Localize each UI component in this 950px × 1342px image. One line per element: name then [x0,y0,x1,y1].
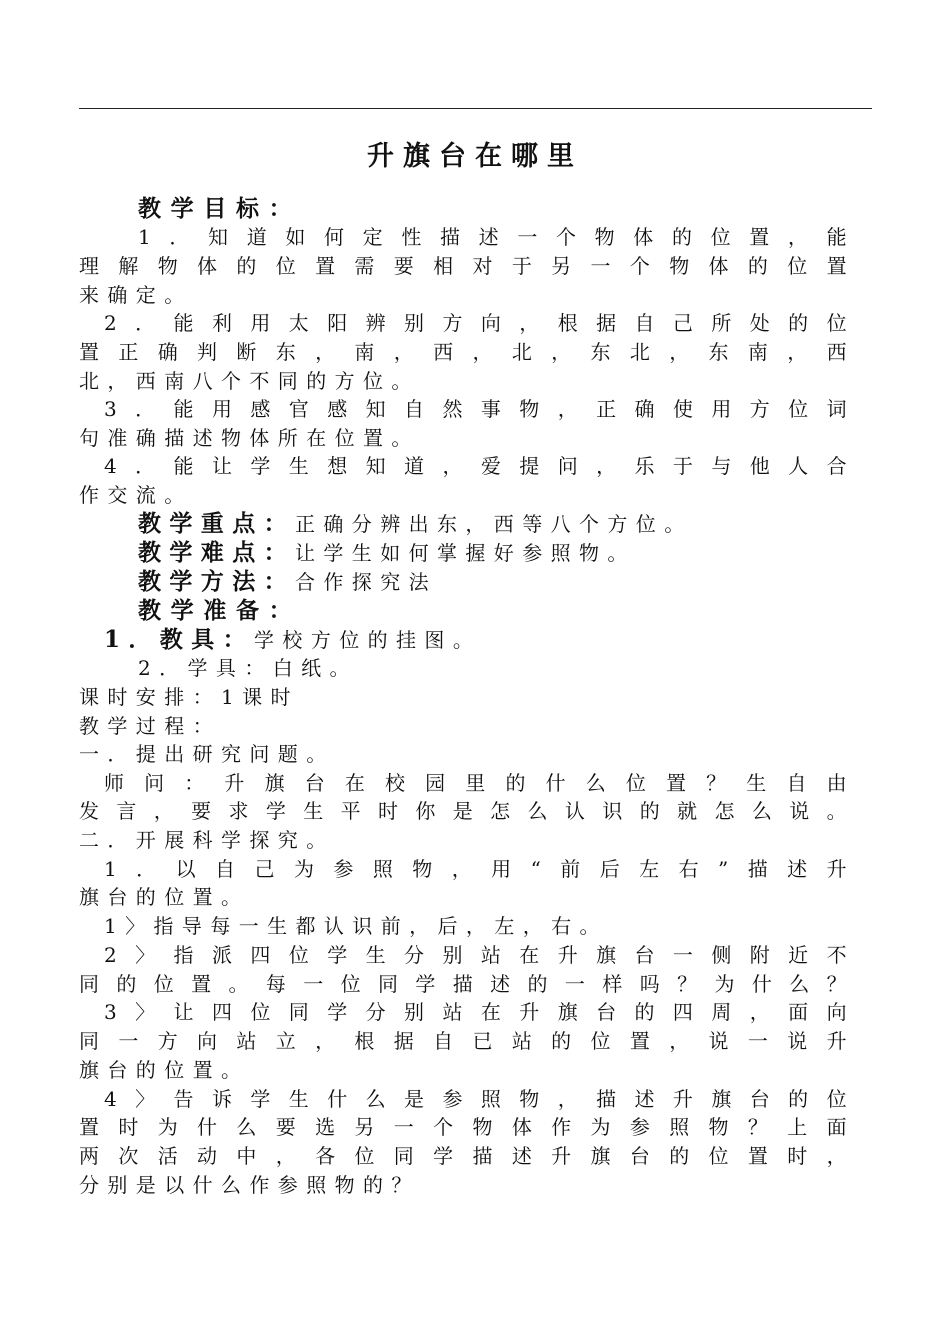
difficulty-label: 教学难点： [138,539,295,566]
sub-4-line-1: 4〉告诉学生什么是参照物，描述升旗台的位 [104,1087,855,1111]
activity-1-line-2: 旗台的位置。 [79,885,250,909]
activity-1-line-1: 1．以自己为参照物，用“前后左右”描述升 [104,857,855,881]
prep-item-1 [104,626,855,654]
goal-1-line-1: 1．知道如何定性描述一个物体的位置，能 [138,225,855,249]
key-point-label: 教学重点： [138,510,295,537]
goal-1-line-2: 理解物体的位置需要相对于另一个物体的位置 [79,254,855,278]
sub-4-line-2: 置时为什么要选另一个物体作为参照物？上面 [79,1115,855,1139]
header-rule [79,108,872,109]
step-2-heading: 二．开展科学探究。 [79,828,335,852]
goals-heading: 教学目标： [138,195,302,222]
process-heading: 教学过程： [79,714,221,738]
goal-4-line-2: 作交流。 [79,483,193,507]
sub-3-line-2: 同一方向站立，根据自已站的位置，说一说升 [79,1029,855,1053]
goal-2-line-2: 置正确判断东，南，西，北，东北，东南，西 [79,340,855,364]
step-1-heading: 一．提出研究问题。 [79,742,335,766]
sub-1-line: 1〉指导每一生都认识前，后，左，右。 [104,914,608,938]
method-line [138,568,855,596]
goal-3-line-2: 句准确描述物体所在位置。 [79,426,420,450]
goal-1-line-3: 来确定。 [79,283,193,307]
key-point-line [138,510,855,538]
sub-4-line-3: 两次活动中，各位同学描述升旗台的位置时， [79,1144,855,1168]
prep-item-1-label: 1．教具： [104,626,255,653]
method-label: 教学方法： [138,568,295,595]
sub-2-line-2: 同的位置。每一位同学描述的一样吗？为什么？ [79,972,855,996]
difficulty-text: 让学生如何掌握好参照物。 [295,541,636,565]
page-title: 升旗台在哪里 [367,141,583,172]
prep-item-1-text: 学校方位的挂图。 [254,628,482,652]
preparation-heading: 教学准备： [138,597,302,624]
sub-3-line-1: 3〉让四位同学分别站在升旗台的四周，面向 [104,1000,855,1024]
question-line-1: 师问：升旗台在校园里的什么位置？生自由 [104,771,855,795]
prep-item-2: 2．学具：白纸。 [138,656,358,680]
sub-4-line-4: 分别是以什么作参照物的？ [79,1173,420,1197]
method-text: 合作探究法 [295,570,437,594]
goal-3-line-1: 3．能用感官感知自然事物，正确使用方位词 [104,397,855,421]
sub-3-line-3: 旗台的位置。 [79,1058,250,1082]
difficulty-line [138,539,855,567]
question-line-2: 发言，要求学生平时你是怎么认识的就怎么说。 [79,799,855,823]
goal-2-line-3: 北，西南八个不同的方位。 [79,369,420,393]
goal-4-line-1: 4．能让学生想知道，爱提问，乐于与他人合 [104,454,855,478]
schedule-line: 课时安排：1课时 [79,685,299,709]
goal-2-line-1: 2．能利用太阳辨别方向，根据自己所处的位 [104,311,855,335]
key-point-text: 正确分辨出东，西等八个方位。 [295,512,693,536]
sub-2-line-1: 2〉指派四位学生分别站在升旗台一侧附近不 [104,943,855,967]
